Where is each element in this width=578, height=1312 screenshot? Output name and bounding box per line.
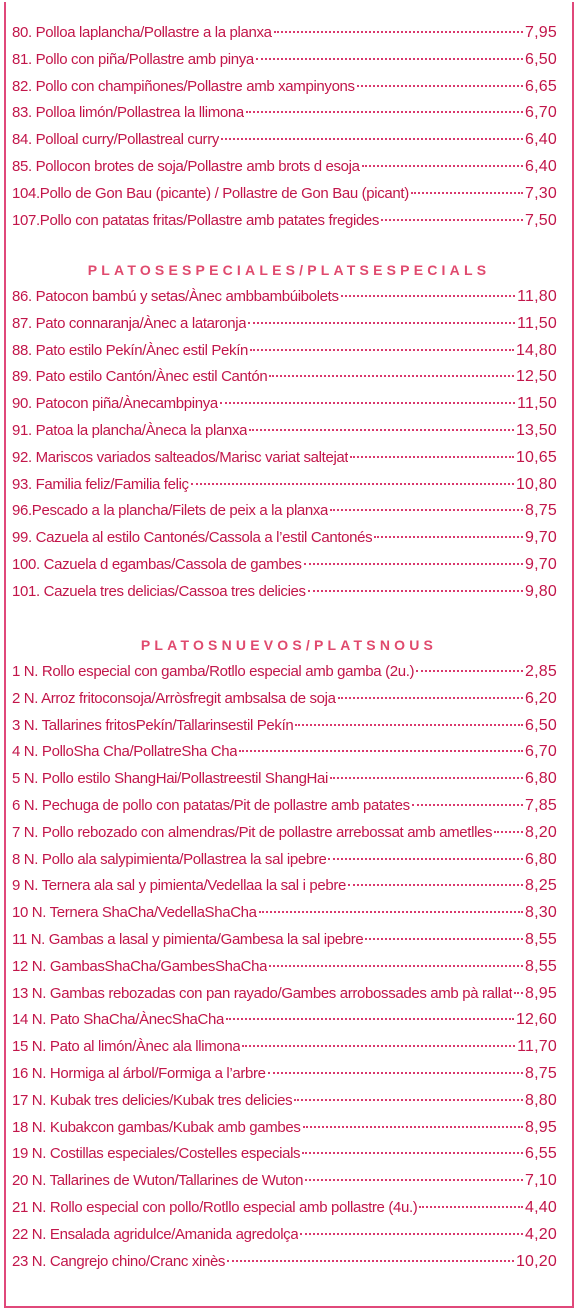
dot-leader <box>305 1179 523 1181</box>
menu-item-name: 96.Pescado a la plancha/Filets de peix a la planxa <box>12 502 329 520</box>
menu-section-nuevos <box>12 659 557 1275</box>
dot-leader <box>220 402 515 404</box>
menu-item <box>12 686 557 713</box>
menu-item <box>12 472 557 499</box>
menu-item-price: 14,80 <box>515 341 557 359</box>
menu-item <box>12 418 557 445</box>
menu-item <box>12 954 557 981</box>
menu-item-price: 8,95 <box>525 1118 557 1136</box>
menu-item-price: 9,70 <box>525 529 557 547</box>
dot-leader <box>416 670 523 672</box>
menu-item <box>12 552 557 579</box>
section-heading-nuevos: PLATOSNUEVOS/PLATSNOUS <box>140 637 438 653</box>
menu-item <box>12 766 557 793</box>
dot-leader <box>302 1152 523 1154</box>
dot-leader <box>242 1045 515 1047</box>
menu-item-name: 21 N. Rollo especial con pollo/Rotllo especial amb pollastre (4u.) <box>12 1198 418 1216</box>
menu-item-price: 11,70 <box>517 1038 557 1056</box>
dot-leader <box>374 536 523 538</box>
menu-item-price: 13,50 <box>515 421 557 439</box>
menu-item <box>12 47 557 74</box>
menu-item-price: 6,50 <box>525 50 557 68</box>
menu-item-name: 17 N. Kubak tres delicies/Kubak tres delicies <box>12 1091 293 1109</box>
dot-leader <box>330 777 523 779</box>
menu-item-price: 6,70 <box>525 743 557 761</box>
menu-item-price: 8,55 <box>525 930 557 948</box>
menu-item-price: 9,70 <box>525 555 557 573</box>
menu-item <box>12 713 557 740</box>
menu-item-price: 7,10 <box>525 1172 557 1190</box>
dot-leader <box>362 165 523 167</box>
menu-item-name: 9 N. Ternera ala sal y pimienta/Vedellaa la sal i pebre <box>12 877 347 895</box>
menu-item-name: 22 N. Ensalada agridulce/Amanida agredolça <box>12 1225 299 1243</box>
dot-leader <box>328 858 523 860</box>
menu-item-name: 8 N. Pollo ala salypimienta/Pollastrea la sal ipebre <box>12 850 327 868</box>
dot-leader <box>227 1260 514 1262</box>
menu-item-name: 82. Pollo con champiñones/Pollastre amb xampinyons <box>12 77 355 95</box>
menu-item-price: 8,30 <box>525 904 557 922</box>
menu-item-name: 6 N. Pechuga de pollo con patatas/Pit de pollastre amb patates <box>12 796 410 814</box>
menu-item-name: 5 N. Pollo estilo ShangHai/Pollastreestil ShangHai <box>12 770 329 788</box>
menu-item-price: 6,20 <box>525 689 557 707</box>
menu-item-name: 14 N. Pato ShaCha/ÀnecShaCha <box>12 1011 225 1029</box>
dot-leader <box>246 111 523 113</box>
menu-item <box>12 1115 557 1142</box>
menu-item-price: 11,50 <box>517 395 557 413</box>
menu-item-name: 19 N. Costillas especiales/Costelles especials <box>12 1145 301 1163</box>
dot-leader <box>300 1233 523 1235</box>
menu-item <box>12 1034 557 1061</box>
menu-item-name: 84. Polloal curry/Pollastreal curry <box>12 131 220 149</box>
menu-item-price: 6,80 <box>525 770 557 788</box>
menu-item-name: 92. Mariscos variados salteados/Marisc variat saltejat <box>12 448 349 466</box>
menu-item-price: 4,20 <box>525 1225 557 1243</box>
menu-item-name: 10 N. Ternera ShaCha/VedellaShaCha <box>12 904 257 922</box>
menu-item <box>12 739 557 766</box>
dot-leader <box>341 295 516 297</box>
menu-item-name: 1 N. Rollo especial con gamba/Rotllo especial amb gamba (2u.) <box>12 663 415 680</box>
menu-item-name: 15 N. Pato al limón/Ànec ala llimona <box>12 1038 241 1056</box>
menu-item-price: 11,50 <box>517 314 557 332</box>
menu-item-price: 11,80 <box>517 288 557 305</box>
menu-item <box>12 1168 557 1195</box>
menu-item-price: 10,80 <box>515 475 557 493</box>
dot-leader <box>514 992 523 994</box>
dot-leader <box>357 85 523 87</box>
menu-item <box>12 525 557 552</box>
menu-item <box>12 391 557 418</box>
dot-leader <box>381 219 523 221</box>
dot-leader <box>239 750 523 752</box>
menu-item <box>12 311 557 338</box>
menu-item <box>12 181 557 208</box>
menu-item-price: 12,50 <box>515 368 557 386</box>
menu-item <box>12 900 557 927</box>
menu-item-price: 12,60 <box>515 1011 557 1029</box>
menu-item-price: 2,85 <box>525 663 557 680</box>
menu-item-name: 3 N. Tallarines fritosPekín/Tallarinsestil Pekín <box>12 716 294 734</box>
menu-item-price: 7,30 <box>525 184 557 202</box>
menu-item <box>12 1088 557 1115</box>
menu-item-price: 8,75 <box>525 1064 557 1082</box>
menu-item-price: 4,40 <box>525 1198 557 1216</box>
menu-item-name: 104.Pollo de Gon Bau (picante) / Pollastre de Gon Bau (picant) <box>12 184 409 202</box>
menu-item-name: 93. Familia feliz/Familia feliç <box>12 475 189 493</box>
menu-item <box>12 1061 557 1088</box>
menu-item <box>12 927 557 954</box>
menu-item-price: 6,55 <box>525 1145 557 1163</box>
menu-item-name: 2 N. Arroz fritoconsoja/Arròsfregit ambsalsa de soja <box>12 689 336 707</box>
menu-item <box>12 873 557 900</box>
menu-item-price: 8,95 <box>525 984 557 1002</box>
dot-leader <box>295 724 523 726</box>
menu-item-price: 6,50 <box>525 716 557 734</box>
dot-leader <box>248 322 515 324</box>
menu-item-price: 8,20 <box>525 823 557 841</box>
menu-item <box>12 1007 557 1034</box>
menu-item-price: 10,20 <box>515 1252 557 1270</box>
menu-item <box>12 981 557 1008</box>
dot-leader <box>269 375 514 377</box>
menu-item <box>12 659 557 686</box>
menu-item <box>12 1195 557 1222</box>
menu-item <box>12 1222 557 1249</box>
menu-item-price: 10,65 <box>515 448 557 466</box>
dot-leader <box>338 697 523 699</box>
menu-item <box>12 1249 557 1276</box>
menu-item-name: 90. Patocon piña/Ànecambpinya <box>12 395 218 413</box>
menu-item-price: 6,70 <box>525 104 557 122</box>
dot-leader <box>226 1018 514 1020</box>
dot-leader <box>269 965 523 967</box>
menu-item-name: 4 N. PolloSha Cha/PollatreSha Cha <box>12 743 238 761</box>
menu-item-price: 8,75 <box>525 502 557 520</box>
menu-item <box>12 154 557 181</box>
menu-item <box>12 208 557 235</box>
menu-item <box>12 847 557 874</box>
menu-item-name: 85. Pollocon brotes de soja/Pollastre amb brots d esoja <box>12 157 360 175</box>
dot-leader <box>256 58 523 60</box>
dot-leader <box>294 1099 523 1101</box>
menu-item-name: 23 N. Cangrejo chino/Cranc xinès <box>12 1252 226 1270</box>
dot-leader <box>412 804 523 806</box>
menu-section-chicken <box>12 20 557 234</box>
menu-item-name: 83. Polloa limón/Pollastrea la llimona <box>12 104 244 122</box>
menu-item <box>12 284 557 311</box>
menu-item-price: 8,55 <box>525 957 557 975</box>
menu-item <box>12 793 557 820</box>
menu-item-name: 13 N. Gambas rebozadas con pan rayado/Gambes arrobossades amb pà rallat <box>12 984 513 1002</box>
menu-item-name: 12 N. GambasShaCha/GambesShaCha <box>12 957 268 975</box>
menu-item-price: 7,85 <box>525 796 557 814</box>
menu-item-name: 80. Polloa laplancha/Pollastre a la planxa <box>12 24 272 41</box>
menu-item <box>12 364 557 391</box>
dot-leader <box>303 1126 524 1128</box>
menu-item <box>12 820 557 847</box>
menu-item <box>12 20 557 47</box>
menu-item <box>12 338 557 365</box>
dot-leader <box>250 349 514 351</box>
menu-item-price: 6,80 <box>525 850 557 868</box>
menu-item-name: 107.Pollo con patatas fritas/Pollastre amb patates fregides <box>12 211 380 229</box>
menu-item-name: 20 N. Tallarines de Wuton/Tallarines de Wuton <box>12 1172 304 1190</box>
menu-item-name: 86. Patocon bambú y setas/Ànec ambbambúibolets <box>12 288 339 305</box>
section-heading-especiales: PLATOSESPECIALES/PLATSESPECIALS <box>87 262 491 278</box>
menu-item <box>12 1141 557 1168</box>
menu-item-name: 101. Cazuela tres delicias/Cassoa tres delicies <box>12 582 306 600</box>
menu-item-price: 8,25 <box>525 877 557 895</box>
dot-leader <box>419 1206 523 1208</box>
menu-item <box>12 579 557 606</box>
dot-leader <box>411 192 523 194</box>
menu-item-price: 6,65 <box>525 77 557 95</box>
menu-item-name: 11 N. Gambas a lasal y pimienta/Gambesa la sal ipebre <box>12 930 364 948</box>
dot-leader <box>268 1072 523 1074</box>
dot-leader <box>494 831 523 833</box>
dot-leader <box>330 509 523 511</box>
menu-item-price: 7,95 <box>525 24 557 41</box>
menu-item <box>12 100 557 127</box>
menu-item-price: 7,50 <box>525 211 557 229</box>
menu-item-name: 99. Cazuela al estilo Cantonés/Cassola a l’estil Cantonés <box>12 529 373 547</box>
menu-item <box>12 127 557 154</box>
menu-item-name: 7 N. Pollo rebozado con almendras/Pit de pollastre arrebossat amb ametlles <box>12 823 493 841</box>
menu-item-name: 89. Pato estilo Cantón/Ànec estil Cantón <box>12 368 268 386</box>
dot-leader <box>365 938 523 940</box>
dot-leader <box>350 456 514 458</box>
menu-item-price: 6,40 <box>525 131 557 149</box>
menu-section-especiales <box>12 284 557 606</box>
dot-leader <box>348 884 523 886</box>
dot-leader <box>191 483 514 485</box>
dot-leader <box>259 911 523 913</box>
dot-leader <box>274 31 523 33</box>
dot-leader <box>308 590 523 592</box>
menu-item-price: 8,80 <box>525 1091 557 1109</box>
menu-item <box>12 498 557 525</box>
menu-item-name: 91. Patoa la plancha/Àneca la planxa <box>12 421 248 439</box>
dot-leader <box>221 138 523 140</box>
menu-item-name: 100. Cazuela d egambas/Cassola de gambes <box>12 555 302 573</box>
menu-item-name: 18 N. Kubakcon gambas/Kubak amb gambes <box>12 1118 301 1136</box>
menu-item-price: 9,80 <box>525 582 557 600</box>
menu-item-name: 16 N. Hormiga al árbol/Formiga a l’arbre <box>12 1064 266 1082</box>
menu-item-name: 88. Pato estilo Pekín/Ànec estil Pekín <box>12 341 249 359</box>
menu-item-name: 81. Pollo con piña/Pollastre amb pinya <box>12 50 254 68</box>
menu-item <box>12 74 557 101</box>
dot-leader <box>304 563 524 565</box>
menu-item-price: 6,40 <box>525 157 557 175</box>
menu-item <box>12 445 557 472</box>
menu-item-name: 87. Pato connaranja/Ànec a lataronja <box>12 314 247 332</box>
dot-leader <box>249 429 514 431</box>
